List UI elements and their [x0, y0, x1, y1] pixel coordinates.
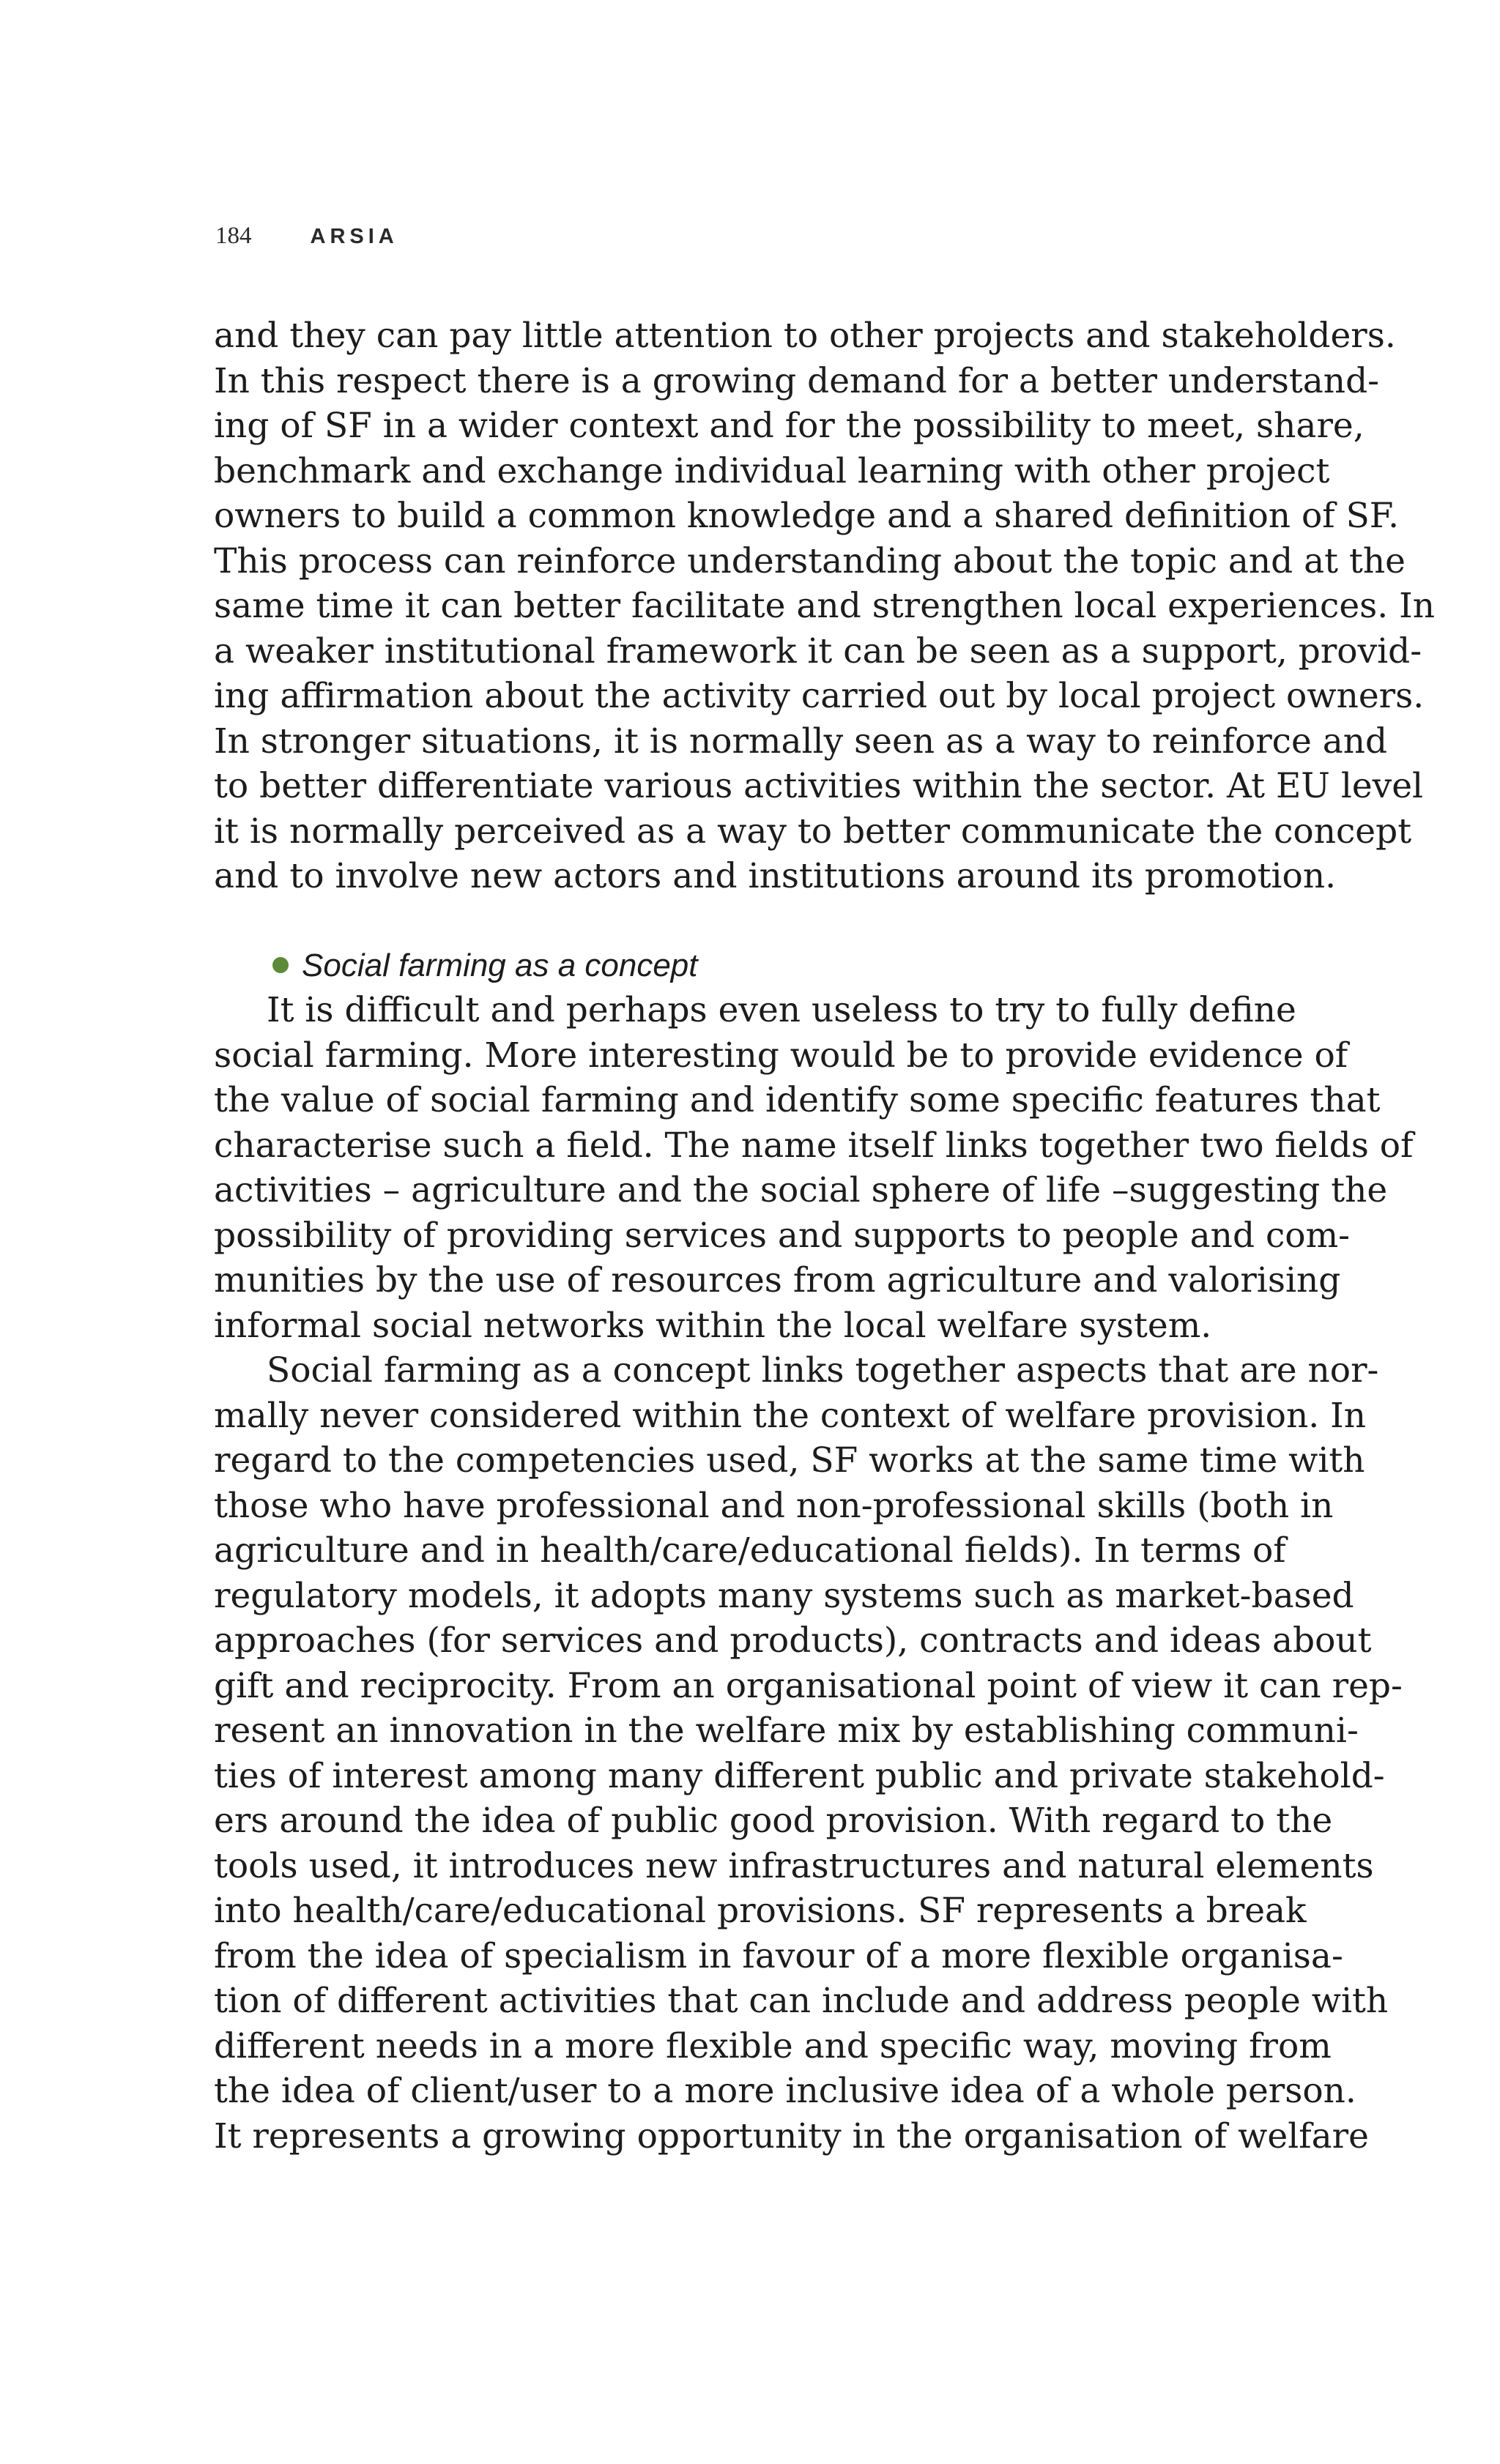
- text-line: and they can pay little attention to other projects and stakeholders.: [214, 316, 1396, 356]
- text-line: characterise such a field. The name itself links together two fields of: [214, 1125, 1414, 1166]
- text-line: regulatory models, it adopts many systems such as market-based: [214, 1575, 1354, 1616]
- text-line: ers around the idea of public good provision. With regard to the: [214, 1801, 1333, 1841]
- text-line: munities by the use of resources from agriculture and valorising: [214, 1260, 1341, 1300]
- text-line: the idea of client/user to a more inclusive idea of a whole person.: [214, 2071, 1356, 2111]
- text-line: regard to the competencies used, SF works at the same time with: [214, 1440, 1365, 1481]
- text-line: benchmark and exchange individual learning with other project: [214, 450, 1330, 491]
- text-line: it is normally perceived as a way to better communicate the concept: [214, 811, 1412, 852]
- text-line: the value of social farming and identify some specific features that: [214, 1080, 1381, 1120]
- text-line: approaches (for services and products), contracts and ideas about: [214, 1620, 1372, 1661]
- text-line: owners to build a common knowledge and a shared definition of SF.: [214, 496, 1400, 536]
- text-line: It is difficult and perhaps even useless to try to fully define: [267, 990, 1296, 1030]
- text-line: to better differentiate various activities within the sector. At EU level: [214, 766, 1424, 806]
- running-head: ARSIA: [310, 225, 398, 248]
- page-header: [215, 223, 398, 255]
- text-line: In this respect there is a growing demand for a better understand-: [214, 360, 1380, 401]
- text-line: ing of SF in a wider context and for the possibility to meet, share,: [214, 406, 1365, 446]
- text-line: ties of interest among many different public and private stakehold-: [214, 1755, 1385, 1796]
- paragraph-2: [214, 988, 1414, 1348]
- text-line: activities – agriculture and the social sphere of life –suggesting the: [214, 1170, 1388, 1210]
- section-heading: [214, 943, 1279, 989]
- text-line: those who have professional and non-professional skills (both in: [214, 1485, 1334, 1526]
- text-line: different needs in a more flexible and specific way, moving from: [214, 2025, 1332, 2066]
- text-line: In stronger situations, it is normally seen as a way to reinforce and: [214, 721, 1388, 762]
- text-line: agriculture and in health/care/educational fields). In terms of: [214, 1530, 1286, 1571]
- text-line: This process can reinforce understanding about the topic and at the: [214, 540, 1406, 581]
- text-line: Social farming as a concept links together aspects that are nor-: [267, 1350, 1379, 1391]
- text-line: social farming. More interesting would be to provide evidence of: [214, 1035, 1348, 1076]
- paragraph-1: [214, 313, 1435, 899]
- section-heading-text: Social farming as a concept: [302, 947, 698, 983]
- text-line: gift and reciprocity. From an organisational point of view it can rep-: [214, 1665, 1403, 1706]
- text-line: from the idea of specialism in favour of a more flexible organisa-: [214, 1935, 1343, 1976]
- text-line: mally never considered within the context of welfare provision. In: [214, 1395, 1366, 1436]
- text-line: ing affirmation about the activity carried out by local project owners.: [214, 676, 1425, 716]
- text-line: possibility of providing services and supports to people and com-: [214, 1215, 1351, 1256]
- page-number: 184: [215, 223, 252, 249]
- text-line: tools used, it introduces new infrastructures and natural elements: [214, 1845, 1374, 1886]
- text-line: informal social networks within the local welfare system.: [214, 1305, 1212, 1346]
- text-line: into health/care/educational provisions. SF represents a break: [214, 1891, 1307, 1931]
- text-line: resent an innovation in the welfare mix by establishing communi-: [214, 1711, 1359, 1751]
- bullet-icon: [272, 957, 289, 973]
- text-line: tion of different activities that can include and address people with: [214, 1981, 1389, 2021]
- paragraph-3: [214, 1348, 1403, 2159]
- body-text: [214, 313, 1435, 2159]
- text-line: It represents a growing opportunity in the organisation of welfare: [214, 2115, 1369, 2156]
- section-spacer: [214, 899, 1279, 943]
- text-line: a weaker institutional framework it can be seen as a support, provid-: [214, 630, 1422, 671]
- text-line: and to involve new actors and institutions around its promotion.: [214, 856, 1337, 896]
- text-line: same time it can better facilitate and strengthen local experiences. In: [214, 586, 1435, 626]
